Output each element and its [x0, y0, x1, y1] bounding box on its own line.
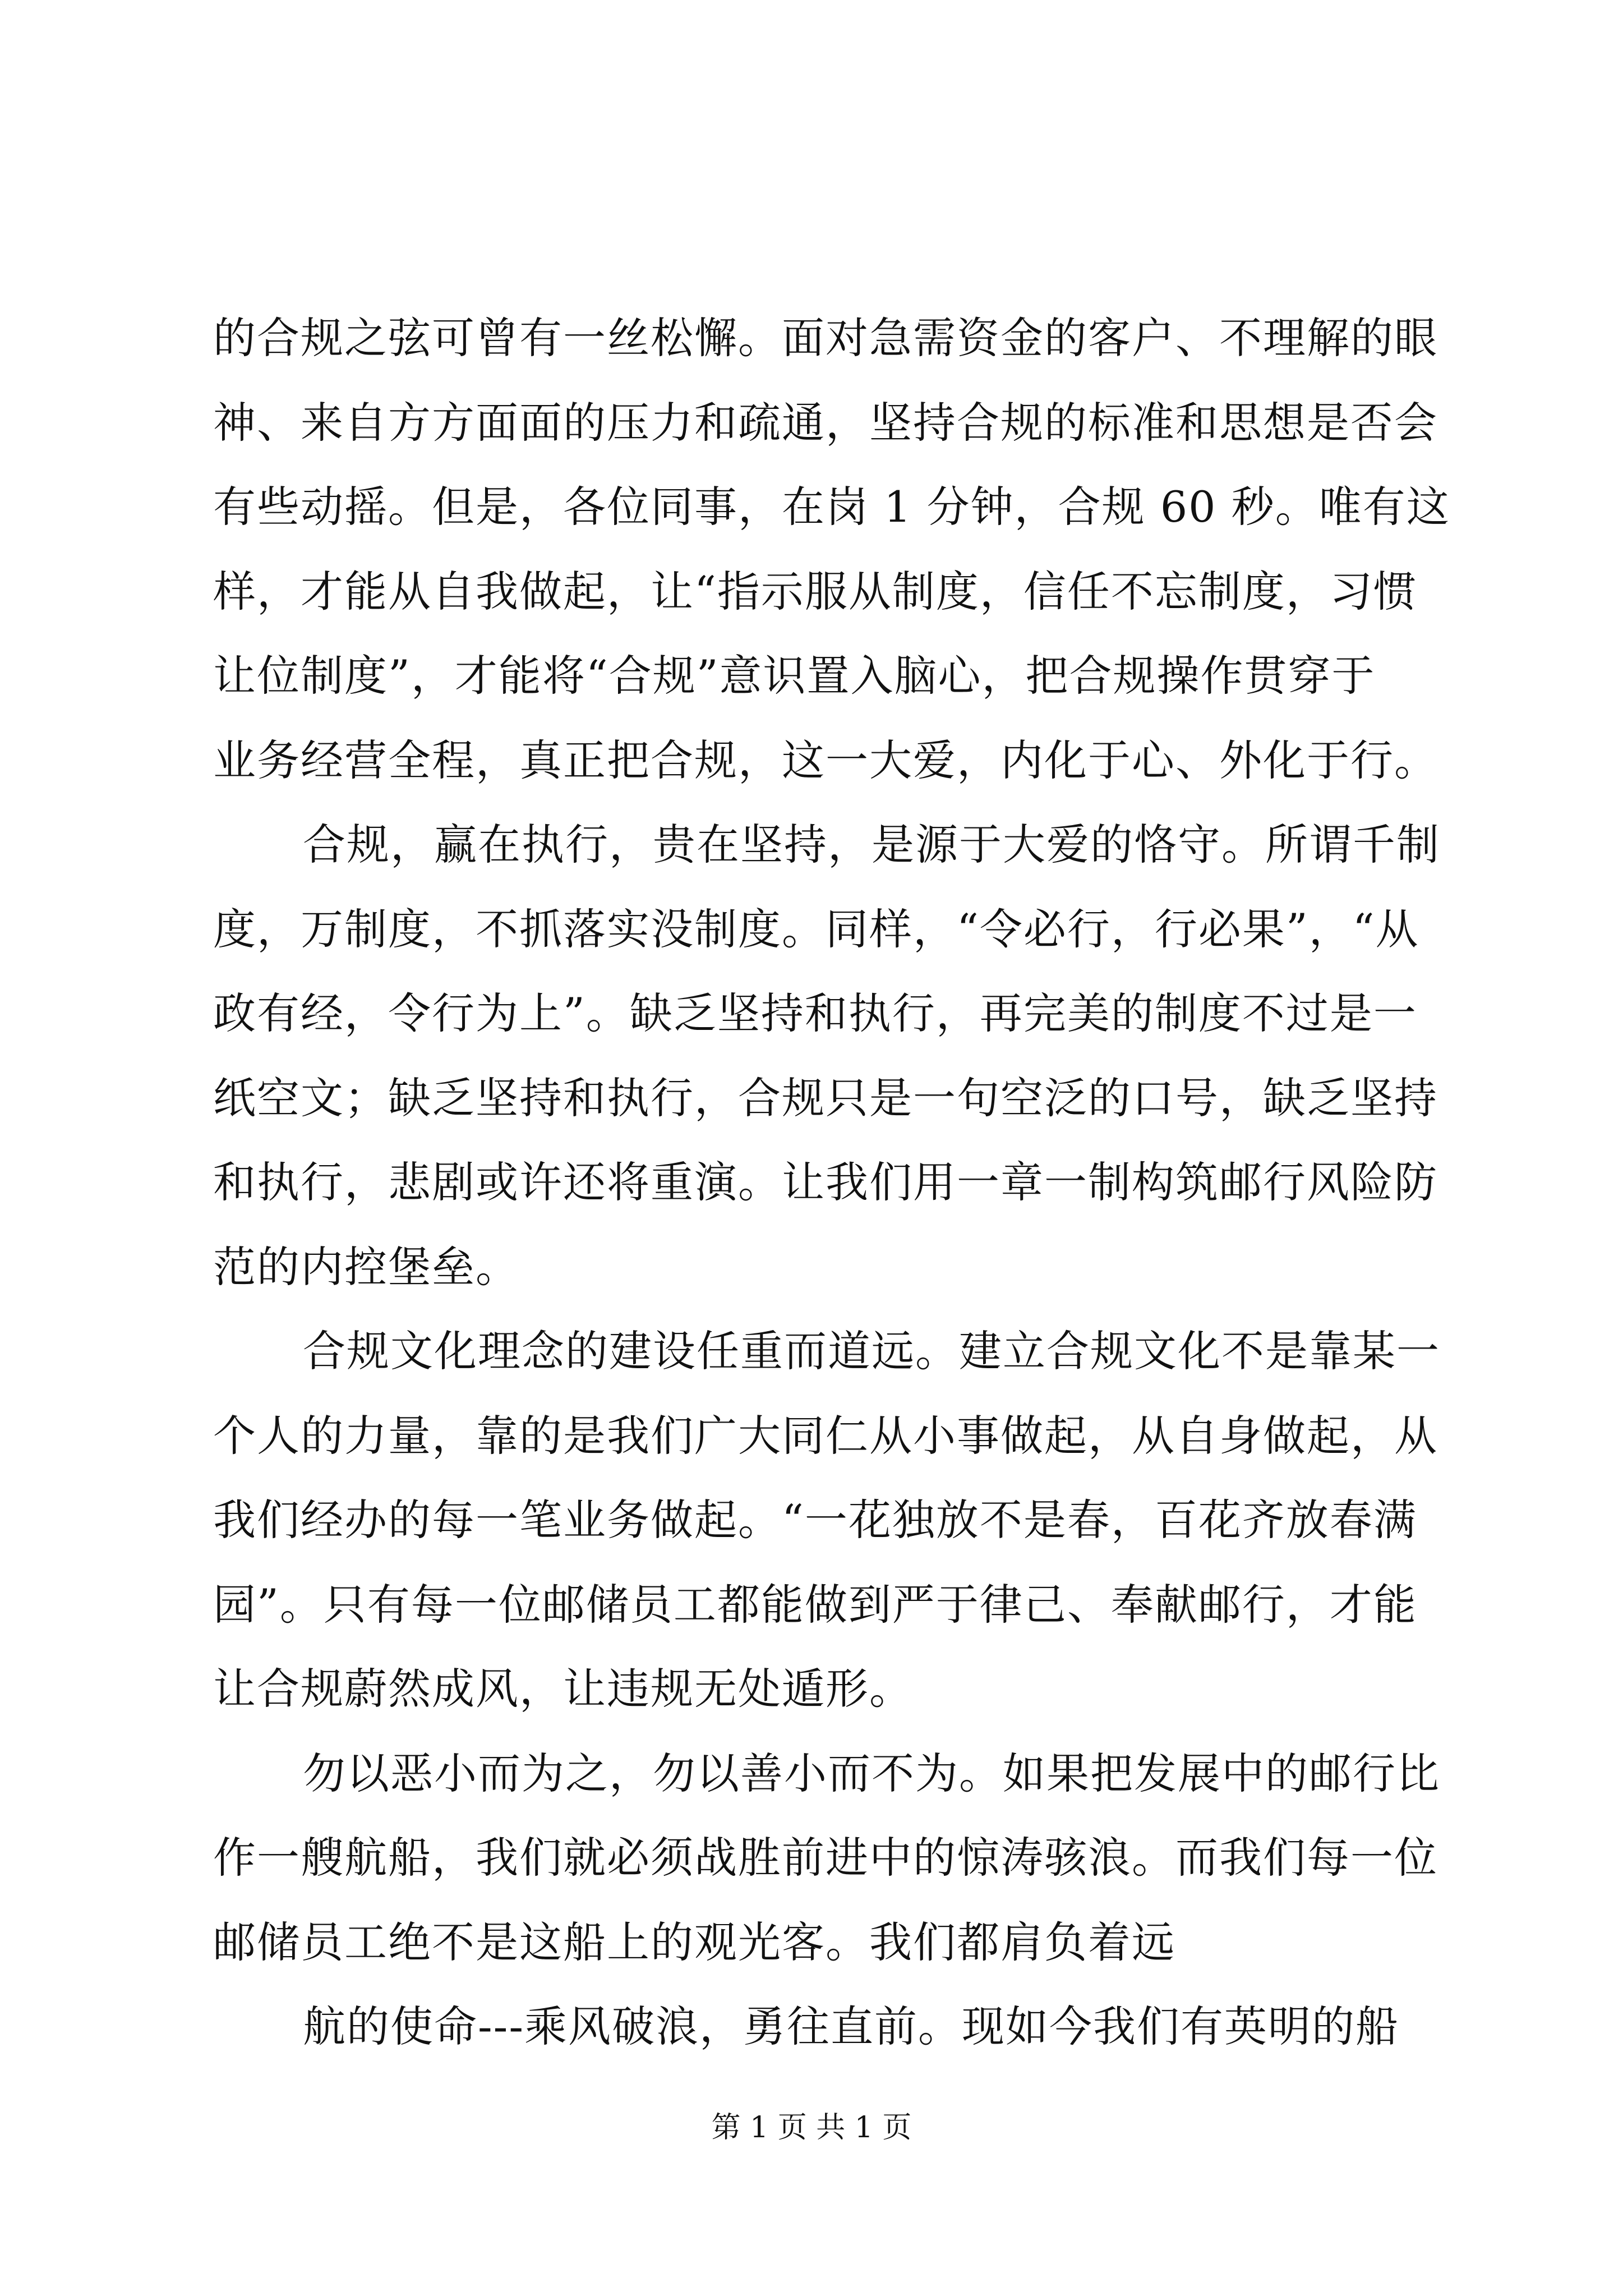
text-line: 合规，赢在执行，贵在坚持，是源于大爱的恪守。所谓千制 [303, 820, 1440, 869]
text-line: 让合规蔚然成风，让违规无处遁形。 [213, 1664, 913, 1714]
page-footer: 第 1 页 共 1 页 [711, 2111, 912, 2145]
text-line: 个人的力量，靠的是我们广大同仁从小事做起，从自身做起，从 [213, 1410, 1438, 1461]
text-line: 业务经营全程，真正把合规，这一大爱，内化于心、外化于行。 [213, 735, 1438, 785]
text-line: 航的使命---乘风破浪，勇往直前。现如今我们有英明的船 [303, 2001, 1400, 2051]
text-line: 政有经，令行为上”。缺乏坚持和执行，再完美的制度不过是一 [213, 988, 1417, 1038]
text-line: 邮储员工绝不是这船上的观光客。我们都肩负着远 [213, 1917, 1175, 1967]
text-line: 和执行，悲剧或许还将重演。让我们用一章一制构筑邮行风险防 [213, 1157, 1438, 1207]
text-line: 勿以恶小而为之，勿以善小而不为。如果把发展中的邮行比 [303, 1748, 1440, 1798]
text-line: 让位制度”，才能将“合规”意识置入脑心，把合规操作贯穿于 [213, 651, 1376, 701]
document-body [213, 296, 1450, 2069]
text-line: 范的内控堡垒。 [213, 1241, 519, 1292]
text-line: 样，才能从自我做起，让“指示服从制度，信任不忘制度，习惯 [213, 566, 1417, 616]
text-line: 纸空文；缺乏坚持和执行，合规只是一句空泛的口号，缺乏坚持 [213, 1073, 1438, 1123]
text-line: 园”。只有每一位邮储员工都能做到严于律己、奉献邮行，才能 [213, 1579, 1417, 1630]
text-line: 的合规之弦可曾有一丝松懈。面对急需资金的客户、不理解的眼 [213, 313, 1438, 363]
text-line: 神、来自方方面面的压力和疏通，坚持合规的标准和思想是否会 [213, 397, 1438, 448]
text-line: 有些动摇。但是，各位同事，在岗 1 分钟，合规 60 秒。唯有这 [213, 482, 1450, 532]
text-line: 度，万制度，不抓落实没制度。同样，“令必行，行必果”，“从 [213, 904, 1419, 954]
text-line: 作一艘航船，我们就必须战胜前进中的惊涛骇浪。而我们每一位 [213, 1833, 1438, 1883]
text-line: 我们经办的每一笔业务做起。“一花独放不是春，百花齐放春满 [213, 1495, 1417, 1545]
text-line: 合规文化理念的建设任重而道远。建立合规文化不是靠某一 [303, 1326, 1440, 1376]
